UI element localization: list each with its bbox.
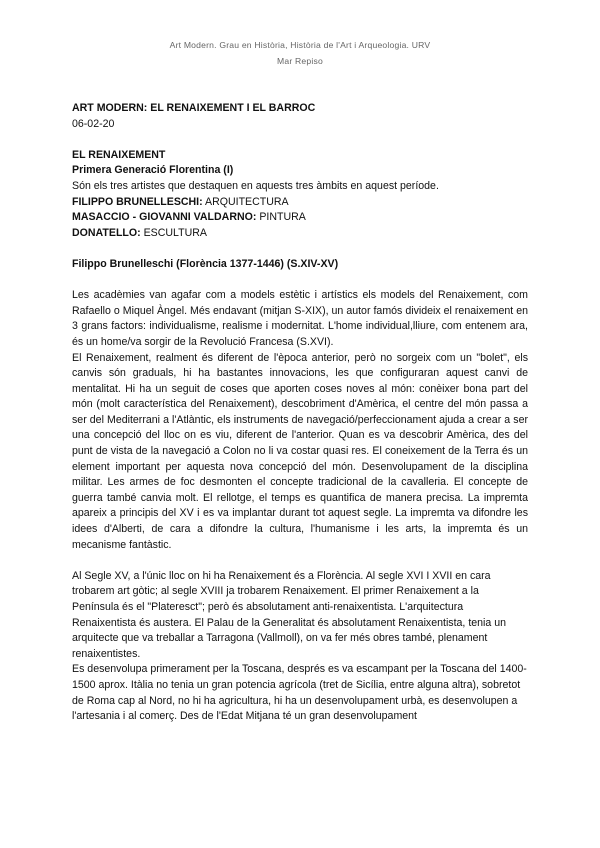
document-body	[72, 101, 528, 725]
artist-line	[72, 210, 528, 226]
intro-text: Són els tres artistes que destaquen en aquests tres àmbits en aquest període.	[72, 179, 439, 192]
document-title: ART MODERN: EL RENAIXEMENT I EL BARROC	[72, 102, 316, 114]
paragraph-academies: Les acadèmies van agafar com a models estètic i artístics els models del Renaixement, com Rafaello o Miquel Àngel. Més endavant (mitjan S-XIX), un autor famós divideix el renaixement en 3 grans factors: individualisme, realisme i modernitat. L'home individual,lliure, com entenem ara, és un home/va sorgir de la Revolució Francesa (S.XVI).	[72, 289, 528, 348]
artist-line	[72, 226, 528, 242]
paragraph-tuscany: Es desenvolupa primerament per la Toscana, després es va escampant per la Toscana del 1400-1500 aprox. Itàlia no tenia un gran potencia agrícola (tret de Sicília, entre alguna altra), sobretot de Roma cap al Nord, no hi ha agricultura, hi ha un desenvolupament urbà, es desenvolupen a l'artesania i al comerç. Des de l'Edat Mitjana té un gran desenvolupament	[72, 663, 527, 723]
artist-line	[72, 195, 528, 211]
subsection-heading: Primera Generació Florentina (I)	[72, 164, 234, 177]
paragraph-fifteenth-century: Al Segle XV, a l'únic lloc on hi ha Renaixement és a Florència. Al segle XVI I XVII en cara trobarem art gòtic; al segle XVIII ja trobarem Renaixement. El primer Renaixement a la Península és el "Plateresct"; però és absolutament anti-renaixentista. L'arquitectura Renaixentista és austera. El Palau de la Generalitat és absolutament Renaixentista, tenia un arquitecte que va treballar a Tarragona (Vallmoll), on va fer més obres també, plenament renaixentistes.	[72, 569, 507, 660]
artist-field: PINTURA	[256, 211, 306, 224]
artist-name: DONATELLO:	[72, 226, 141, 239]
paragraph-renaissance-changes: El Renaixement, realment és diferent de l'època anterior, però no sorgeix com un "bolet", els canvis són graduals, hi ha bastantes innovacions, les que configuraran aquest canvi de mentalitat. Hi ha un seguit de coses que aporten coses noves al món: conèixer bona part del món (molt característica del Renaixement), descobriment d'Amèrica, el centre del món passa a ser del Mediterrani a l'Atlàntic, els instruments de navegació/perfeccionament ajuda a crear a ser una concepció del lloc on es viu, diferent de l'anterior. Quan es va descobrir Amèrica, des del punt de vista de la navegació a Colon no li va costar quasi res. El coneixement de la Terra és un element important per aquesta nova concepció del món. Desenvolupament de la disciplina militar. Les armes de foc desmonten el concepte tradicional de la cavalleria. El concepte de guerra també canvia molt. El rellotge, el temps es quantifica de manera precisa. La impremta apareix a principis del XV i es va implantar durant tot aquest segle. La impremta va difondre les idees d'Alberti, de cara a difondre la cultura, l'humanisme i les arts, la impremta és un mecanisme fantàstic.	[72, 351, 528, 551]
header-author: Mar Repiso	[277, 56, 323, 66]
header-course: Art Modern. Grau en Història, Història de l'Art i Arqueologia. URV	[169, 40, 431, 50]
artist-name: FILIPPO BRUNELLESCHI:	[72, 195, 203, 208]
artist-name: MASACCIO - GIOVANNI VALDARNO:	[72, 211, 257, 224]
artist-field: ARQUITECTURA	[202, 195, 289, 208]
artist-field: ESCULTURA	[140, 226, 207, 239]
brunelleschi-heading: Filippo Brunelleschi (Florència 1377-1446) (S.XIV-XV)	[72, 257, 339, 270]
section-heading: EL RENAIXEMENT	[72, 148, 166, 161]
document-date: 06-02-20	[72, 117, 115, 130]
